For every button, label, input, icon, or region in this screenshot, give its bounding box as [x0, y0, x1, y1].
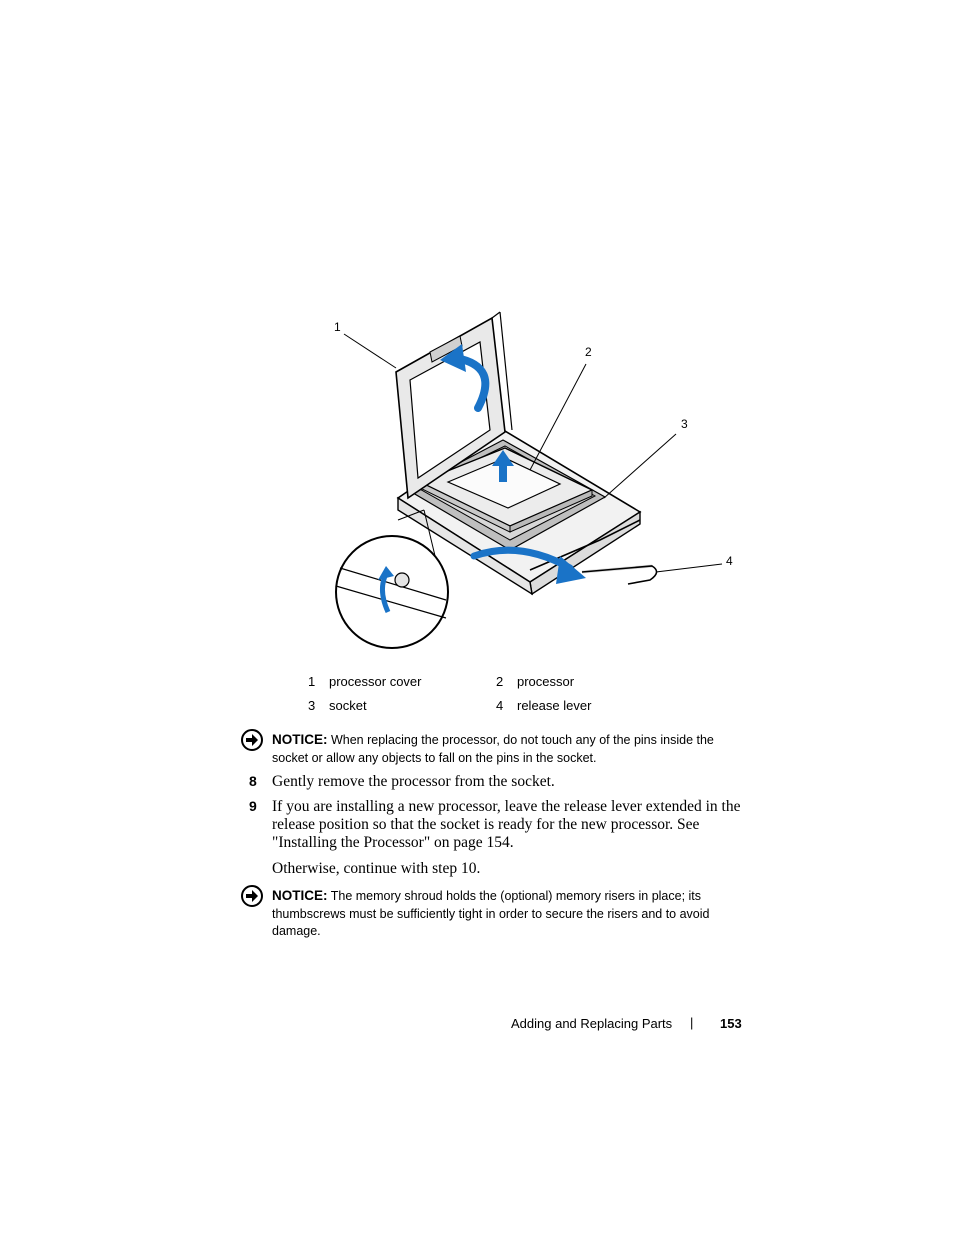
notice-2: [272, 887, 742, 941]
callout-3: 3: [681, 417, 688, 431]
legend-label: socket: [329, 698, 367, 713]
step-text: If you are installing a new processor, leave the release lever extended in the release position so that the socket is ready for the new processor. See "Installing the Processor" on page 154.: [272, 798, 741, 851]
notice-label: NOTICE:: [272, 888, 328, 903]
footer-section-title: Adding and Replacing Parts: [511, 1016, 673, 1031]
legend-num: 3: [308, 698, 316, 713]
notice-1: [272, 731, 742, 767]
footer-separator: |: [690, 1015, 694, 1030]
legend-num: 1: [308, 674, 316, 689]
step-number: 9: [249, 798, 257, 814]
step-number: 8: [249, 773, 257, 789]
notice-label: NOTICE:: [272, 732, 328, 747]
legend-label: processor: [517, 674, 575, 689]
legend-num: 2: [496, 674, 504, 689]
legend-label: release lever: [517, 698, 592, 713]
page-number: 153: [720, 1016, 742, 1031]
step-followup: Otherwise, continue with step 10.: [272, 860, 481, 877]
callout-4: 4: [726, 554, 733, 568]
callout-1: 1: [334, 320, 341, 334]
step-text: Gently remove the processor from the socket.: [272, 773, 555, 790]
callout-2: 2: [585, 345, 592, 359]
notice-arrow-icon: [241, 729, 263, 751]
notice-arrow-icon: [241, 885, 263, 907]
legend-num: 4: [496, 698, 504, 713]
detail-magnifier: [336, 536, 448, 648]
notice-body: The memory shroud holds the (optional) memory risers in place; its thumbscrews must be sufficiently tight in order to secure the risers and to avoid damage.: [272, 889, 710, 938]
notice-body: When replacing the processor, do not touch any of the pins inside the socket or allow any objects to fall on the pins in the socket.: [272, 733, 714, 765]
legend-label: processor cover: [329, 674, 422, 689]
